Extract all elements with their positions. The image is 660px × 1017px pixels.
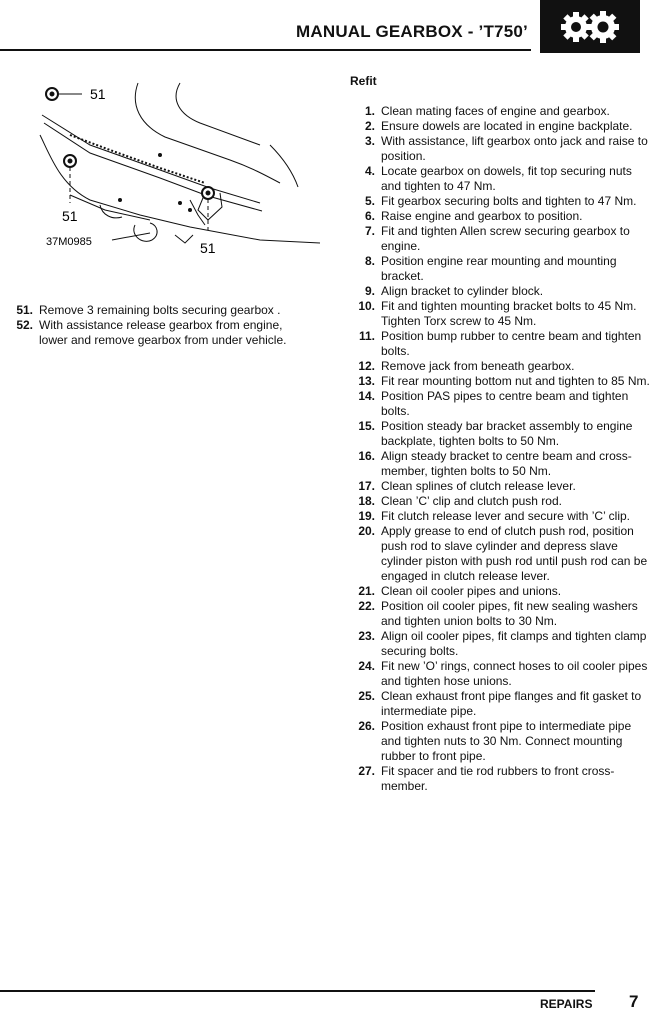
step-number: 10.	[358, 299, 375, 313]
footer-rule	[0, 990, 595, 992]
list-item	[350, 659, 650, 689]
step-number: 8.	[364, 254, 375, 268]
refit-steps	[350, 104, 650, 794]
section-title: Refit	[350, 74, 377, 88]
step-text: Fit new ’O’ rings, connect hoses to oil cooler pipes and tighten hose unions.	[381, 659, 648, 688]
callout-51-left: 51	[62, 208, 78, 224]
step-text: Fit clutch release lever and secure with ’C’ clip.	[381, 509, 630, 523]
step-number: 1.	[364, 104, 375, 118]
callout-51-top: 51	[90, 86, 106, 102]
step-text: Apply grease to end of clutch push rod, position push rod to slave cylinder and depress slave cylinder piston with push rod until push rod can be engaged in clutch release lever.	[381, 524, 648, 583]
page-number: 7	[629, 992, 639, 1011]
step-number: 5.	[364, 194, 375, 208]
step-text: Remove jack from beneath gearbox.	[381, 359, 575, 373]
figure-code: 37M0985	[46, 236, 92, 248]
step-text: Remove 3 remaining bolts securing gearbox .	[39, 303, 281, 317]
step-number: 14.	[358, 389, 375, 403]
step-text: Align oil cooler pipes, fit clamps and tighten clamp securing bolts.	[381, 629, 647, 658]
step-text: Fit spacer and tie rod rubbers to front cross-member.	[381, 764, 615, 793]
list-item	[350, 374, 650, 389]
step-text: Position steady bar bracket assembly to engine backplate, tighten bolts to 50 Nm.	[381, 419, 633, 448]
step-number: 7.	[364, 224, 375, 238]
list-item	[350, 599, 650, 629]
step-number: 16.	[358, 449, 375, 463]
list-item	[350, 509, 650, 524]
step-text: Position oil cooler pipes, fit new sealing washers and tighten union bolts to 30 Nm.	[381, 599, 638, 628]
list-item	[350, 119, 650, 134]
callout-51-right: 51	[200, 240, 216, 256]
step-number: 22.	[358, 599, 375, 613]
step-number: 3.	[364, 134, 375, 148]
list-item	[350, 224, 650, 254]
step-number: 17.	[358, 479, 375, 493]
list-item	[350, 389, 650, 419]
step-text: Clean ’C’ clip and clutch push rod.	[381, 494, 562, 508]
list-item	[350, 209, 650, 224]
step-number: 15.	[358, 419, 375, 433]
step-number: 25.	[358, 689, 375, 703]
section-icon-box	[540, 0, 640, 53]
step-text: Raise engine and gearbox to position.	[381, 209, 583, 223]
list-item	[350, 584, 650, 599]
step-text: Clean mating faces of engine and gearbox.	[381, 104, 610, 118]
step-text: Ensure dowels are located in engine backplate.	[381, 119, 633, 133]
step-text: Fit rear mounting bottom nut and tighten to 85 Nm.	[381, 374, 650, 388]
footer-section-label: REPAIRS	[540, 997, 593, 1011]
list-item	[350, 524, 650, 584]
gearbox-illustration	[30, 75, 330, 280]
step-text: Position exhaust front pipe to intermediate pipe and tighten nuts to 30 Nm. Connect mounting rubber to front pipe.	[381, 719, 632, 763]
step-number: 21.	[358, 584, 375, 598]
list-item	[350, 629, 650, 659]
step-number: 26.	[358, 719, 375, 733]
list-item	[8, 303, 308, 318]
list-item	[350, 329, 650, 359]
list-item	[350, 494, 650, 509]
step-text: Fit gearbox securing bolts and tighten to 47 Nm.	[381, 194, 637, 208]
step-text: With assistance release gearbox from engine, lower and remove gearbox from under vehicle.	[39, 318, 287, 347]
gears-icon	[558, 6, 622, 48]
step-text: Position PAS pipes to centre beam and tighten bolts.	[381, 389, 629, 418]
step-text: Fit and tighten mounting bracket bolts to 45 Nm. Tighten Torx screw to 45 Nm.	[381, 299, 637, 328]
list-item	[350, 254, 650, 284]
list-item	[350, 359, 650, 374]
removal-steps	[8, 303, 308, 348]
list-item	[350, 689, 650, 719]
gearbox-bolts-figure	[30, 75, 330, 280]
list-item	[350, 299, 650, 329]
step-number: 19.	[358, 509, 375, 523]
list-item	[350, 449, 650, 479]
step-number: 2.	[364, 119, 375, 133]
refit-section	[350, 74, 650, 794]
step-number: 20.	[358, 524, 375, 538]
step-number: 23.	[358, 629, 375, 643]
step-number: 51.	[16, 303, 33, 317]
step-number: 6.	[364, 209, 375, 223]
list-item	[350, 284, 650, 299]
step-text: Clean exhaust front pipe flanges and fit gasket to intermediate pipe.	[381, 689, 642, 718]
list-item	[350, 719, 650, 764]
step-number: 4.	[364, 164, 375, 178]
step-number: 12.	[358, 359, 375, 373]
step-text: Position engine rear mounting and mounting bracket.	[381, 254, 617, 283]
step-text: Clean oil cooler pipes and unions.	[381, 584, 562, 598]
step-text: Align steady bracket to centre beam and cross-member, tighten bolts to 50 Nm.	[381, 449, 632, 478]
list-item	[350, 419, 650, 449]
step-text: Align bracket to cylinder block.	[381, 284, 544, 298]
step-number: 52.	[16, 318, 33, 332]
step-number: 11.	[358, 329, 375, 343]
list-item	[350, 764, 650, 794]
list-item	[350, 134, 650, 164]
step-text: Clean splines of clutch release lever.	[381, 479, 576, 493]
step-text: With assistance, lift gearbox onto jack and raise to position.	[381, 134, 648, 163]
list-item	[350, 104, 650, 119]
list-item	[350, 479, 650, 494]
list-item	[350, 164, 650, 194]
step-text: Fit and tighten Allen screw securing gearbox to engine.	[381, 224, 630, 253]
list-item	[350, 194, 650, 209]
step-number: 13.	[358, 374, 375, 388]
header-rule	[0, 49, 531, 51]
list-item	[8, 318, 308, 348]
step-number: 18.	[358, 494, 375, 508]
step-text: Position bump rubber to centre beam and tighten bolts.	[381, 329, 642, 358]
step-number: 9.	[364, 284, 375, 298]
step-text: Locate gearbox on dowels, fit top securing nuts and tighten to 47 Nm.	[381, 164, 632, 193]
step-number: 27.	[358, 764, 375, 778]
page-title: MANUAL GEARBOX - ’T750’	[296, 22, 528, 41]
step-number: 24.	[358, 659, 375, 673]
